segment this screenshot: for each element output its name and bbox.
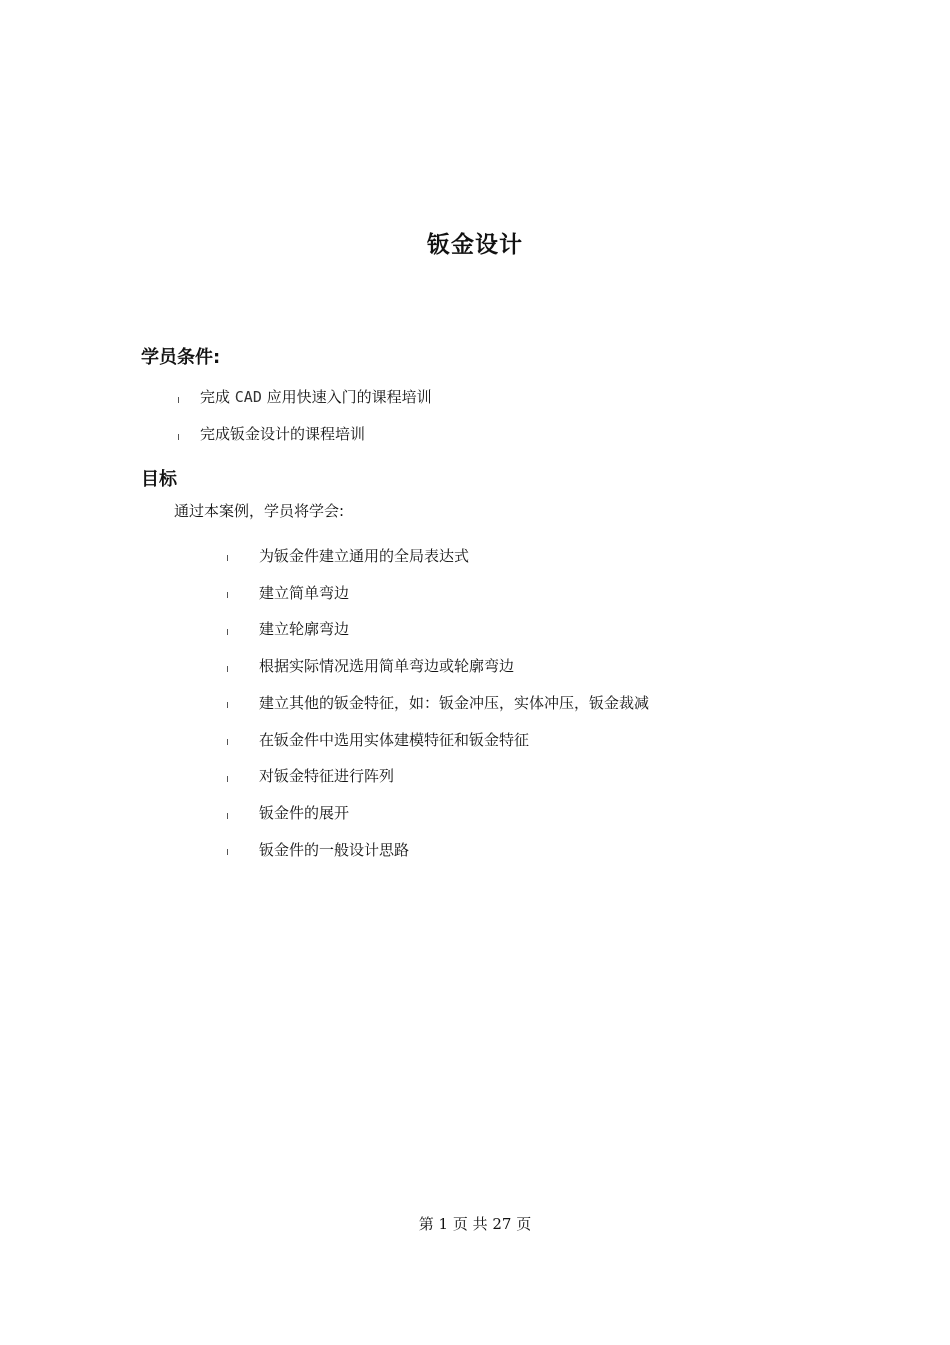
goals-intro: 通过本案例，学员将学会: <box>174 502 345 520</box>
bullet-marker-icon <box>227 592 228 598</box>
list-item-text: 钣金件的一般设计思路 <box>259 840 410 859</box>
bullet-marker-icon <box>227 776 228 782</box>
list-item <box>227 721 649 758</box>
list-item <box>227 684 649 721</box>
list-item-text: 根据实际情况选用简单弯边或轮廓弯边 <box>259 657 515 676</box>
list-item-text: 建立简单弯边 <box>259 583 350 602</box>
list-item-text: 在钣金件中选用实体建模特征和钣金特征 <box>259 730 530 749</box>
page-footer: 第 1 页 共 27 页 <box>418 1215 532 1233</box>
bullet-marker-icon <box>178 434 179 440</box>
bullet-marker-icon <box>227 813 228 819</box>
list-item-text: 完成 CAD 应用快速入门的课程培训 <box>200 388 432 406</box>
list-item-text: 为钣金件建立通用的全局表达式 <box>259 546 470 565</box>
goals-list <box>227 537 649 868</box>
goals-heading: 目标 <box>141 469 177 490</box>
list-item <box>178 415 432 452</box>
list-item-text: 建立轮廓弯边 <box>259 620 350 639</box>
bullet-marker-icon <box>227 555 228 561</box>
bullet-marker-icon <box>227 702 228 708</box>
bullet-marker-icon <box>227 629 228 635</box>
cad-term: CAD <box>234 388 262 406</box>
list-item <box>227 574 649 611</box>
list-item-text: 钣金件的展开 <box>259 804 350 823</box>
bullet-marker-icon <box>227 666 228 672</box>
bullet-marker-icon <box>178 397 179 403</box>
list-item <box>227 647 649 684</box>
list-item <box>227 758 649 795</box>
prerequisites-heading: 学员条件: <box>141 347 221 368</box>
page-title: 钣金设计 <box>427 232 523 258</box>
list-item <box>178 378 432 415</box>
list-item-text: 建立其他的钣金特征，如：钣金冲压，实体冲压，钣金裁减 <box>259 693 650 712</box>
list-item-text: 完成钣金设计的课程培训 <box>200 425 366 443</box>
bullet-marker-icon <box>227 849 228 855</box>
list-item <box>227 611 649 648</box>
list-item <box>227 537 649 574</box>
bullet-marker-icon <box>227 739 228 745</box>
list-item-text: 对钣金特征进行阵列 <box>259 767 395 786</box>
list-item <box>227 831 649 868</box>
prerequisites-list <box>178 378 432 452</box>
list-item <box>227 794 649 831</box>
